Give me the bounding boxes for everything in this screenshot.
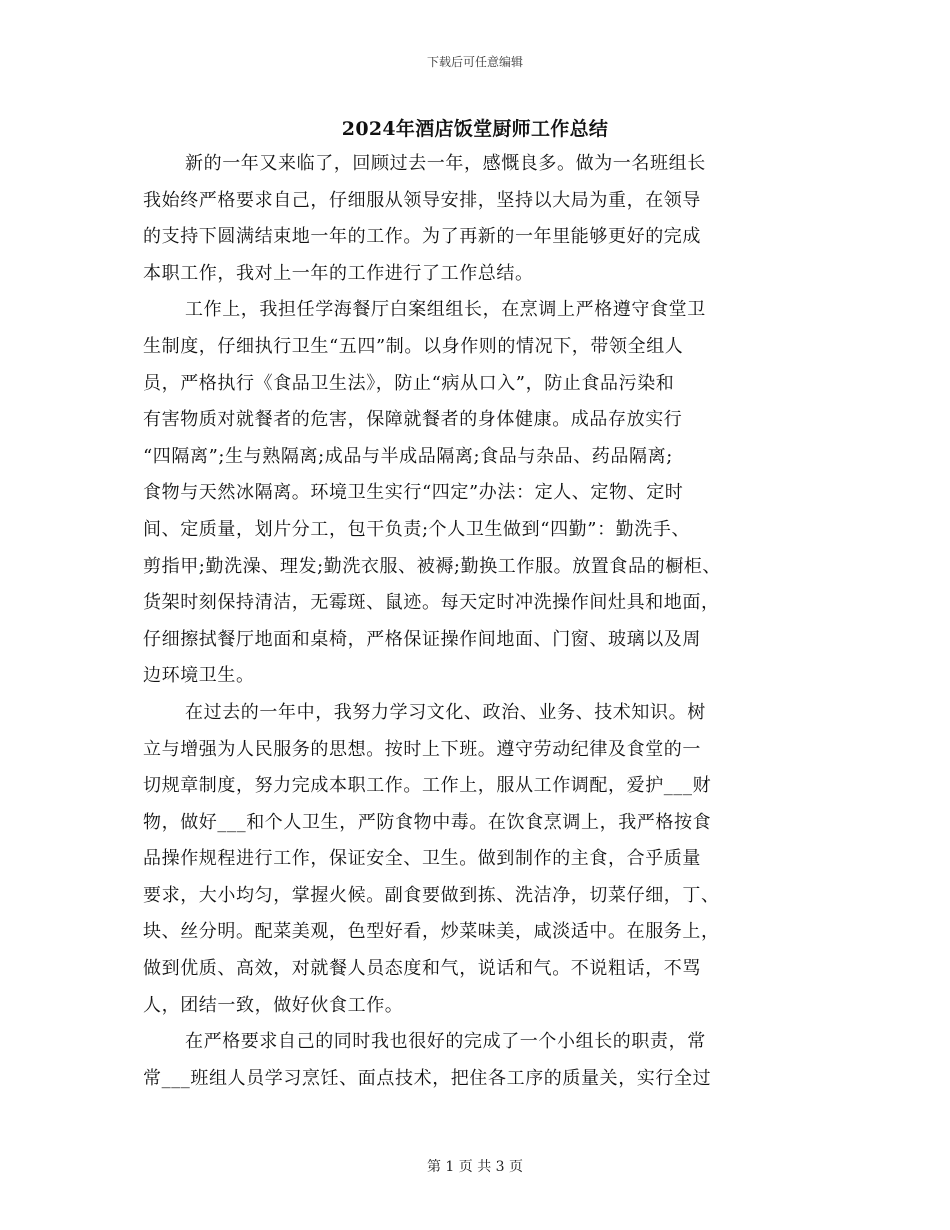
text-line: 员，严格执行《食品卫生法》，防止“病从口入”，防止食品污染和: [143, 372, 675, 394]
text-line: 仔细擦拭餐厅地面和桌椅，严格保证操作间地面、门窗、玻璃以及周: [143, 628, 701, 650]
text-line: 货架时刻保持清洁，无霉斑、鼠迹。每天定时冲洗操作间灶具和地面，: [143, 592, 720, 614]
text-line: “四隔离”;生与熟隔离;成品与半成品隔离;食品与杂品、药品隔离;: [143, 445, 673, 467]
text-line: 立与增强为人民服务的思想。按时上下班。遵守劳动纪律及食堂的一: [143, 738, 701, 760]
text-line: 常___班组人员学习烹饪、面点技术，把住各工序的质量关，实行全过: [143, 1067, 712, 1089]
text-line: 在过去的一年中，我努力学习文化、政治、业务、技术知识。树: [185, 701, 706, 723]
text-line: 新的一年又来临了，回顾过去一年，感慨良多。做为一名班组长: [185, 153, 706, 174]
page-number-footer: 第 1 页 共 3 页: [426, 1159, 524, 1175]
text-line: 本职工作，我对上一年的工作进行了工作总结。: [143, 262, 534, 284]
text-line: 在严格要求自己的同时我也很好的完成了一个小组长的职责，常: [185, 1031, 706, 1053]
text-line: 要求，大小均匀，掌握火候。副食要做到拣、洗洁净，切菜仔细，丁、: [143, 884, 720, 906]
text-line: 剪指甲;勤洗澡、理发;勤洗衣服、被褥;勤换工作服。放置食品的橱柜、: [143, 555, 721, 577]
header-note: 下载后可任意编辑: [426, 55, 523, 69]
text-line: 工作上，我担任学海餐厅白案组组长，在烹调上严格遵守食堂卫: [185, 299, 706, 321]
text-line: 切规章制度，努力完成本职工作。工作上，服从工作调配，爱护___财: [143, 775, 712, 797]
text-line: 人，团结一致，做好伙食工作。: [143, 994, 404, 1016]
text-line: 边环境卫生。: [143, 665, 255, 687]
text-line: 物，做好___和个人卫生，严防食物中毒。在饮食烹调上，我严格按食: [143, 811, 712, 833]
text-line: 我始终严格要求自己，仔细服从领导安排，坚持以大局为重，在领导: [143, 189, 701, 211]
text-line: 的支持下圆满结束地一年的工作。为了再新的一年里能够更好的完成: [143, 226, 701, 248]
text-line: 有害物质对就餐者的危害，保障就餐者的身体健康。成品存放实行: [143, 409, 683, 431]
text-line: 块、丝分明。配菜美观，色型好看，炒菜味美，咸淡适中。在服务上，: [143, 921, 720, 943]
text-line: 间、定质量，划片分工，包干负责;个人卫生做到“四勤”：勤洗手、: [143, 518, 691, 540]
text-line: 做到优质、高效，对就餐人员态度和气，说话和气。不说粗话，不骂: [143, 958, 701, 980]
document-title: 2024年酒店饭堂厨师工作总结: [341, 118, 609, 140]
text-line: 食物与天然冰隔离。环境卫生实行“四定”办法：定人、定物、定时: [143, 482, 684, 504]
document-body: [143, 146, 823, 1097]
text-line: 品操作规程进行工作，保证安全、卫生。做到制作的主食，合乎质量: [143, 848, 701, 870]
text-line: 生制度，仔细执行卫生“五四”制。以身作则的情况下，带领全组人: [143, 335, 684, 357]
